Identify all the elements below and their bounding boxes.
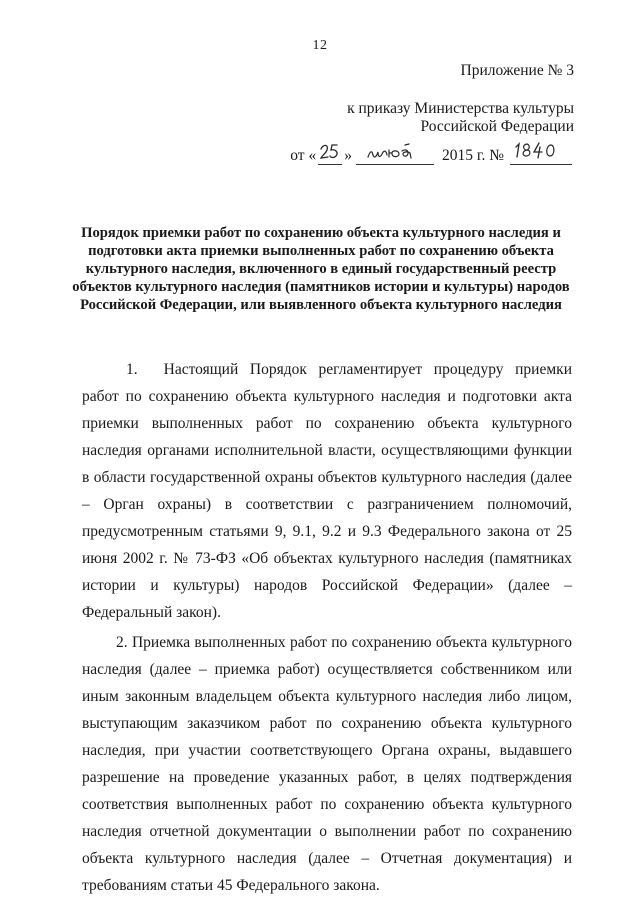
handwritten-month-ink	[356, 141, 434, 163]
document-body	[82, 356, 572, 899]
handwritten-day-ink	[318, 141, 342, 163]
handwritten-day	[318, 147, 342, 165]
handwritten-number	[510, 147, 572, 165]
paragraph-1-text: Настоящий Порядок регламентирует процедуру приемки работ по сохранению объекта культурного наследия и подготовки акта приемки выполненных работ по сохранению объекта культурного наследия органами исполнительной власти, осуществляющими функции в области государственной охраны объектов культурного наследия (далее – Орган охраны) в соответствии с разграничением полномочий, предусмотренным статьями 9, 9.1, 9.2 и 9.3 Федерального закона от 25 июня 2002 г. № 73-ФЗ «Об объектах культурного наследия (памятниках истории и культуры) народов Российской Федерации» (далее – Федеральный закон).	[82, 361, 572, 621]
annex-line-1: к приказу Министерства культуры	[347, 100, 574, 117]
annex-title: Приложение № 3	[460, 62, 574, 79]
order-quote-close: »	[344, 147, 352, 164]
page-number: 12	[312, 38, 328, 53]
annex-line-2: Российской Федерации	[420, 118, 574, 135]
handwritten-number-ink	[510, 141, 572, 163]
paragraph-1	[82, 356, 572, 626]
handwritten-month	[356, 147, 434, 165]
annex-header	[347, 62, 574, 136]
order-prefix: от «	[290, 147, 317, 164]
paragraph-1-number: 1.	[126, 361, 138, 378]
order-year: 2015 г. №	[441, 147, 504, 164]
order-line	[290, 147, 574, 165]
paragraph-2	[82, 629, 572, 899]
document-title: Порядок приемки работ по сохранению объекта культурного наследия и подготовки акта приемки выполненных работ по сохранению объекта культурного наследия, включенного в единый государственный реестр объектов культурного наследия (памятников истории и культуры) народов Российской Федерации, или выявленного объекта культурного наследия	[72, 225, 570, 313]
paragraph-2-text: Приемка выполненных работ по сохранению объекта культурного наследия (далее – приемка работ) осуществляется собственником или иным законным владельцем объекта культурного наследия либо лицом, выступающим заказчиком работ по сохранению объекта культурного наследия, при участии соответствующего Органа охраны, выдавшего разрешение на проведение указанных работ, в целях подтверждения соответствия выполненных работ по сохранению объекта культурного наследия отчетной документации о выполнении работ по сохранению объекта культурного наследия (далее – Отчетная документация) и требованиям статьи 45 Федерального закона.	[82, 634, 573, 894]
paragraph-2-number: 2.	[116, 634, 128, 651]
